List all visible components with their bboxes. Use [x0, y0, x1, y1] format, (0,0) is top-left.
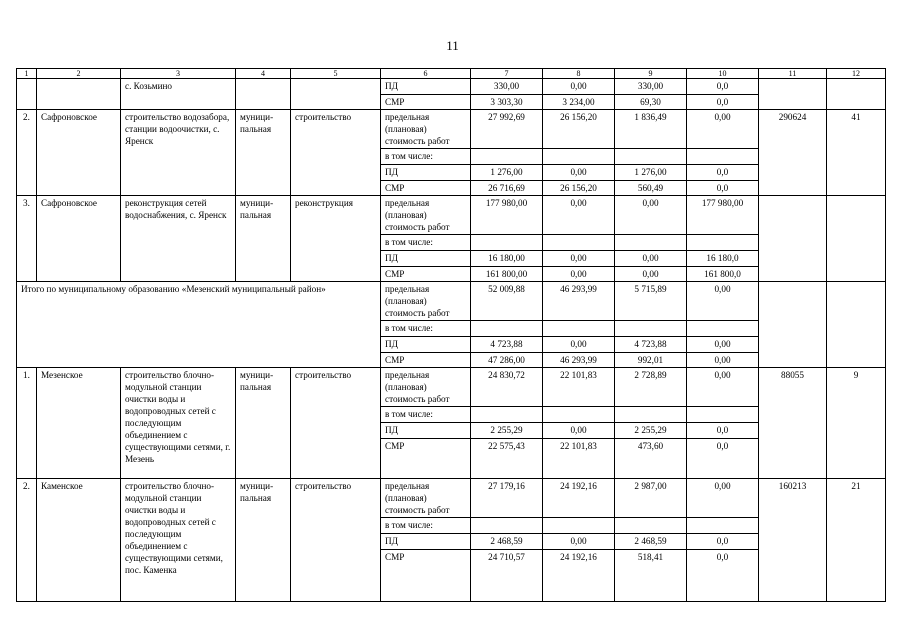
cell-value: 0,0: [687, 423, 759, 439]
cell-value: 992,01: [615, 353, 687, 368]
cell-value: 4 723,88: [615, 337, 687, 353]
col-header: 1: [17, 69, 37, 79]
cell-value: [471, 407, 543, 423]
cell-value: [471, 149, 543, 165]
cell-value: [615, 235, 687, 251]
cell-cost-label: СМР: [381, 267, 471, 282]
cell-value: 24 192,16: [543, 479, 615, 518]
cell-value: [687, 235, 759, 251]
cell-cost-label: предельная (плановая) стоимость работ: [381, 479, 471, 518]
col-header: 8: [543, 69, 615, 79]
cell-object: строительство водозабора, станции водоочистки, с. Яренск: [121, 110, 236, 196]
cell-cost-label: СМР: [381, 353, 471, 368]
cell-c12: 41: [827, 110, 886, 196]
cell-number: 1.: [17, 368, 37, 479]
cell-value: 0,00: [615, 196, 687, 235]
cell-number: [17, 79, 37, 110]
cell-work-type: строительство: [291, 479, 381, 602]
cell-value: 4 723,88: [471, 337, 543, 353]
cell-value: 0,00: [543, 251, 615, 267]
cell-municipality: Мезенское: [37, 368, 121, 479]
cell-value: 2 728,89: [615, 368, 687, 407]
cell-c11: [759, 282, 827, 368]
total-label: Итого по муниципальному образованию «Мезенский муниципальный район»: [17, 282, 381, 368]
cell-value: 24 192,16: [543, 550, 615, 602]
cell-value: 0,00: [687, 353, 759, 368]
cell-owner: муници-пальная: [236, 196, 291, 282]
cell-value: 518,41: [615, 550, 687, 602]
cell-cost-label: в том числе:: [381, 407, 471, 423]
cell-value: 46 293,99: [543, 353, 615, 368]
cell-work-type: [291, 79, 381, 110]
cell-cost-label: ПД: [381, 79, 471, 95]
cell-cost-label: в том числе:: [381, 518, 471, 534]
cell-municipality: Сафроновское: [37, 110, 121, 196]
cell-value: [687, 321, 759, 337]
investment-table: [16, 68, 886, 602]
cell-value: 2 468,59: [471, 534, 543, 550]
cell-value: [687, 407, 759, 423]
cell-cost-label: предельная (плановая) стоимость работ: [381, 282, 471, 321]
cell-owner: муници-пальная: [236, 110, 291, 196]
cell-object: строительство блочно-модульной станции очистки воды и водопроводных сетей с последующим объединением с существующими сетями, г. Мезень: [121, 368, 236, 479]
cell-value: 0,00: [543, 337, 615, 353]
cell-value: 5 715,89: [615, 282, 687, 321]
col-header: 3: [121, 69, 236, 79]
cell-value: [543, 321, 615, 337]
cell-value: 161 800,0: [687, 267, 759, 282]
cell-value: 0,0: [687, 95, 759, 110]
cell-value: 2 987,00: [615, 479, 687, 518]
cell-municipality: Каменское: [37, 479, 121, 602]
col-header: 5: [291, 69, 381, 79]
cell-c11: [759, 79, 827, 110]
cell-object: реконструкция сетей водоснабжения, с. Яренск: [121, 196, 236, 282]
cell-value: 0,00: [615, 251, 687, 267]
cell-cost-label: ПД: [381, 251, 471, 267]
cell-value: 27 992,69: [471, 110, 543, 149]
cell-value: 46 293,99: [543, 282, 615, 321]
table-row: [17, 196, 886, 235]
cell-owner: муници-пальная: [236, 368, 291, 479]
cell-value: 24 830,72: [471, 368, 543, 407]
cell-value: [615, 518, 687, 534]
cell-value: 26 156,20: [543, 110, 615, 149]
cell-cost-label: ПД: [381, 337, 471, 353]
cell-value: 330,00: [615, 79, 687, 95]
cell-cost-label: предельная (плановая) стоимость работ: [381, 368, 471, 407]
page-number: 11: [446, 38, 459, 53]
col-header: 6: [381, 69, 471, 79]
cell-value: [471, 518, 543, 534]
cell-value: 22 101,83: [543, 439, 615, 479]
cell-value: 0,00: [543, 267, 615, 282]
cell-object: строительство блочно-модульной станции очистки воды и водопроводных сетей с последующим объединением с существующими сетями, пос. Каменка: [121, 479, 236, 602]
col-header: 9: [615, 69, 687, 79]
cell-municipality: [37, 79, 121, 110]
cell-value: 0,0: [687, 439, 759, 479]
cell-value: 24 710,57: [471, 550, 543, 602]
cell-value: [615, 321, 687, 337]
cell-value: 2 255,29: [615, 423, 687, 439]
cell-owner: [236, 79, 291, 110]
cell-c12: 21: [827, 479, 886, 602]
cell-cost-label: в том числе:: [381, 321, 471, 337]
cell-value: 27 179,16: [471, 479, 543, 518]
cell-value: 177 980,00: [687, 196, 759, 235]
cell-value: 0,0: [687, 79, 759, 95]
cell-value: 0,00: [687, 337, 759, 353]
cell-value: 0,0: [687, 165, 759, 181]
cell-value: 161 800,00: [471, 267, 543, 282]
cell-value: 69,30: [615, 95, 687, 110]
cell-c11: 160213: [759, 479, 827, 602]
cell-c12: [827, 196, 886, 282]
cell-value: 473,60: [615, 439, 687, 479]
cell-number: 2.: [17, 479, 37, 602]
cell-value: 0,0: [687, 181, 759, 196]
col-header: 2: [37, 69, 121, 79]
cell-c12: [827, 79, 886, 110]
cell-work-type: строительство: [291, 368, 381, 479]
cell-value: 0,0: [687, 534, 759, 550]
cell-value: [615, 149, 687, 165]
cell-value: 2 468,59: [615, 534, 687, 550]
cell-c12: 9: [827, 368, 886, 479]
cell-number: 3.: [17, 196, 37, 282]
cell-value: 0,00: [543, 79, 615, 95]
cell-value: [543, 518, 615, 534]
cell-value: 3 303,30: [471, 95, 543, 110]
col-header: 12: [827, 69, 886, 79]
cell-value: 0,00: [687, 110, 759, 149]
col-header: 10: [687, 69, 759, 79]
cell-cost-label: предельная (плановая) стоимость работ: [381, 110, 471, 149]
cell-value: 0,0: [687, 550, 759, 602]
cell-value: [543, 407, 615, 423]
table-row: [17, 110, 886, 149]
cell-value: 26 716,69: [471, 181, 543, 196]
cell-c11: 88055: [759, 368, 827, 479]
cell-value: 0,00: [543, 165, 615, 181]
col-header: 4: [236, 69, 291, 79]
cell-cost-label: СМР: [381, 439, 471, 479]
cell-value: [543, 149, 615, 165]
cell-value: 0,00: [615, 267, 687, 282]
cell-owner: муници-пальная: [236, 479, 291, 602]
cell-c12: [827, 282, 886, 368]
column-number-row: [17, 69, 886, 79]
cell-value: 0,00: [543, 423, 615, 439]
cell-cost-label: СМР: [381, 95, 471, 110]
cell-value: 1 836,49: [615, 110, 687, 149]
table-row: [17, 79, 886, 95]
cell-object: с. Козьмино: [121, 79, 236, 110]
cell-value: 22 575,43: [471, 439, 543, 479]
table-row: [17, 479, 886, 518]
cell-value: 560,49: [615, 181, 687, 196]
total-row: [17, 282, 886, 321]
cell-value: [543, 235, 615, 251]
cell-c11: [759, 196, 827, 282]
cell-cost-label: предельная (плановая) стоимость работ: [381, 196, 471, 235]
col-header: 11: [759, 69, 827, 79]
cell-value: 3 234,00: [543, 95, 615, 110]
cell-value: 177 980,00: [471, 196, 543, 235]
cell-value: 2 255,29: [471, 423, 543, 439]
cell-cost-label: ПД: [381, 423, 471, 439]
cell-cost-label: ПД: [381, 534, 471, 550]
cell-cost-label: в том числе:: [381, 235, 471, 251]
cell-value: 16 180,0: [687, 251, 759, 267]
cell-value: 0,00: [543, 534, 615, 550]
cell-value: 22 101,83: [543, 368, 615, 407]
table-row: [17, 368, 886, 407]
cell-value: 52 009,88: [471, 282, 543, 321]
cell-work-type: строительство: [291, 110, 381, 196]
cell-cost-label: СМР: [381, 181, 471, 196]
cell-value: 0,00: [543, 196, 615, 235]
cell-cost-label: в том числе:: [381, 149, 471, 165]
cell-value: 0,00: [687, 479, 759, 518]
cell-value: [687, 518, 759, 534]
cell-value: [471, 235, 543, 251]
cell-municipality: Сафроновское: [37, 196, 121, 282]
cell-value: 16 180,00: [471, 251, 543, 267]
cell-value: 26 156,20: [543, 181, 615, 196]
cell-value: [615, 407, 687, 423]
cell-value: 0,00: [687, 282, 759, 321]
cell-c11: 290624: [759, 110, 827, 196]
col-header: 7: [471, 69, 543, 79]
cell-cost-label: СМР: [381, 550, 471, 602]
cell-value: 330,00: [471, 79, 543, 95]
cell-value: 1 276,00: [615, 165, 687, 181]
cell-value: [687, 149, 759, 165]
cell-value: 0,00: [687, 368, 759, 407]
cell-cost-label: ПД: [381, 165, 471, 181]
cell-work-type: реконструкция: [291, 196, 381, 282]
cell-value: 47 286,00: [471, 353, 543, 368]
cell-value: [471, 321, 543, 337]
cell-number: 2.: [17, 110, 37, 196]
cell-value: 1 276,00: [471, 165, 543, 181]
